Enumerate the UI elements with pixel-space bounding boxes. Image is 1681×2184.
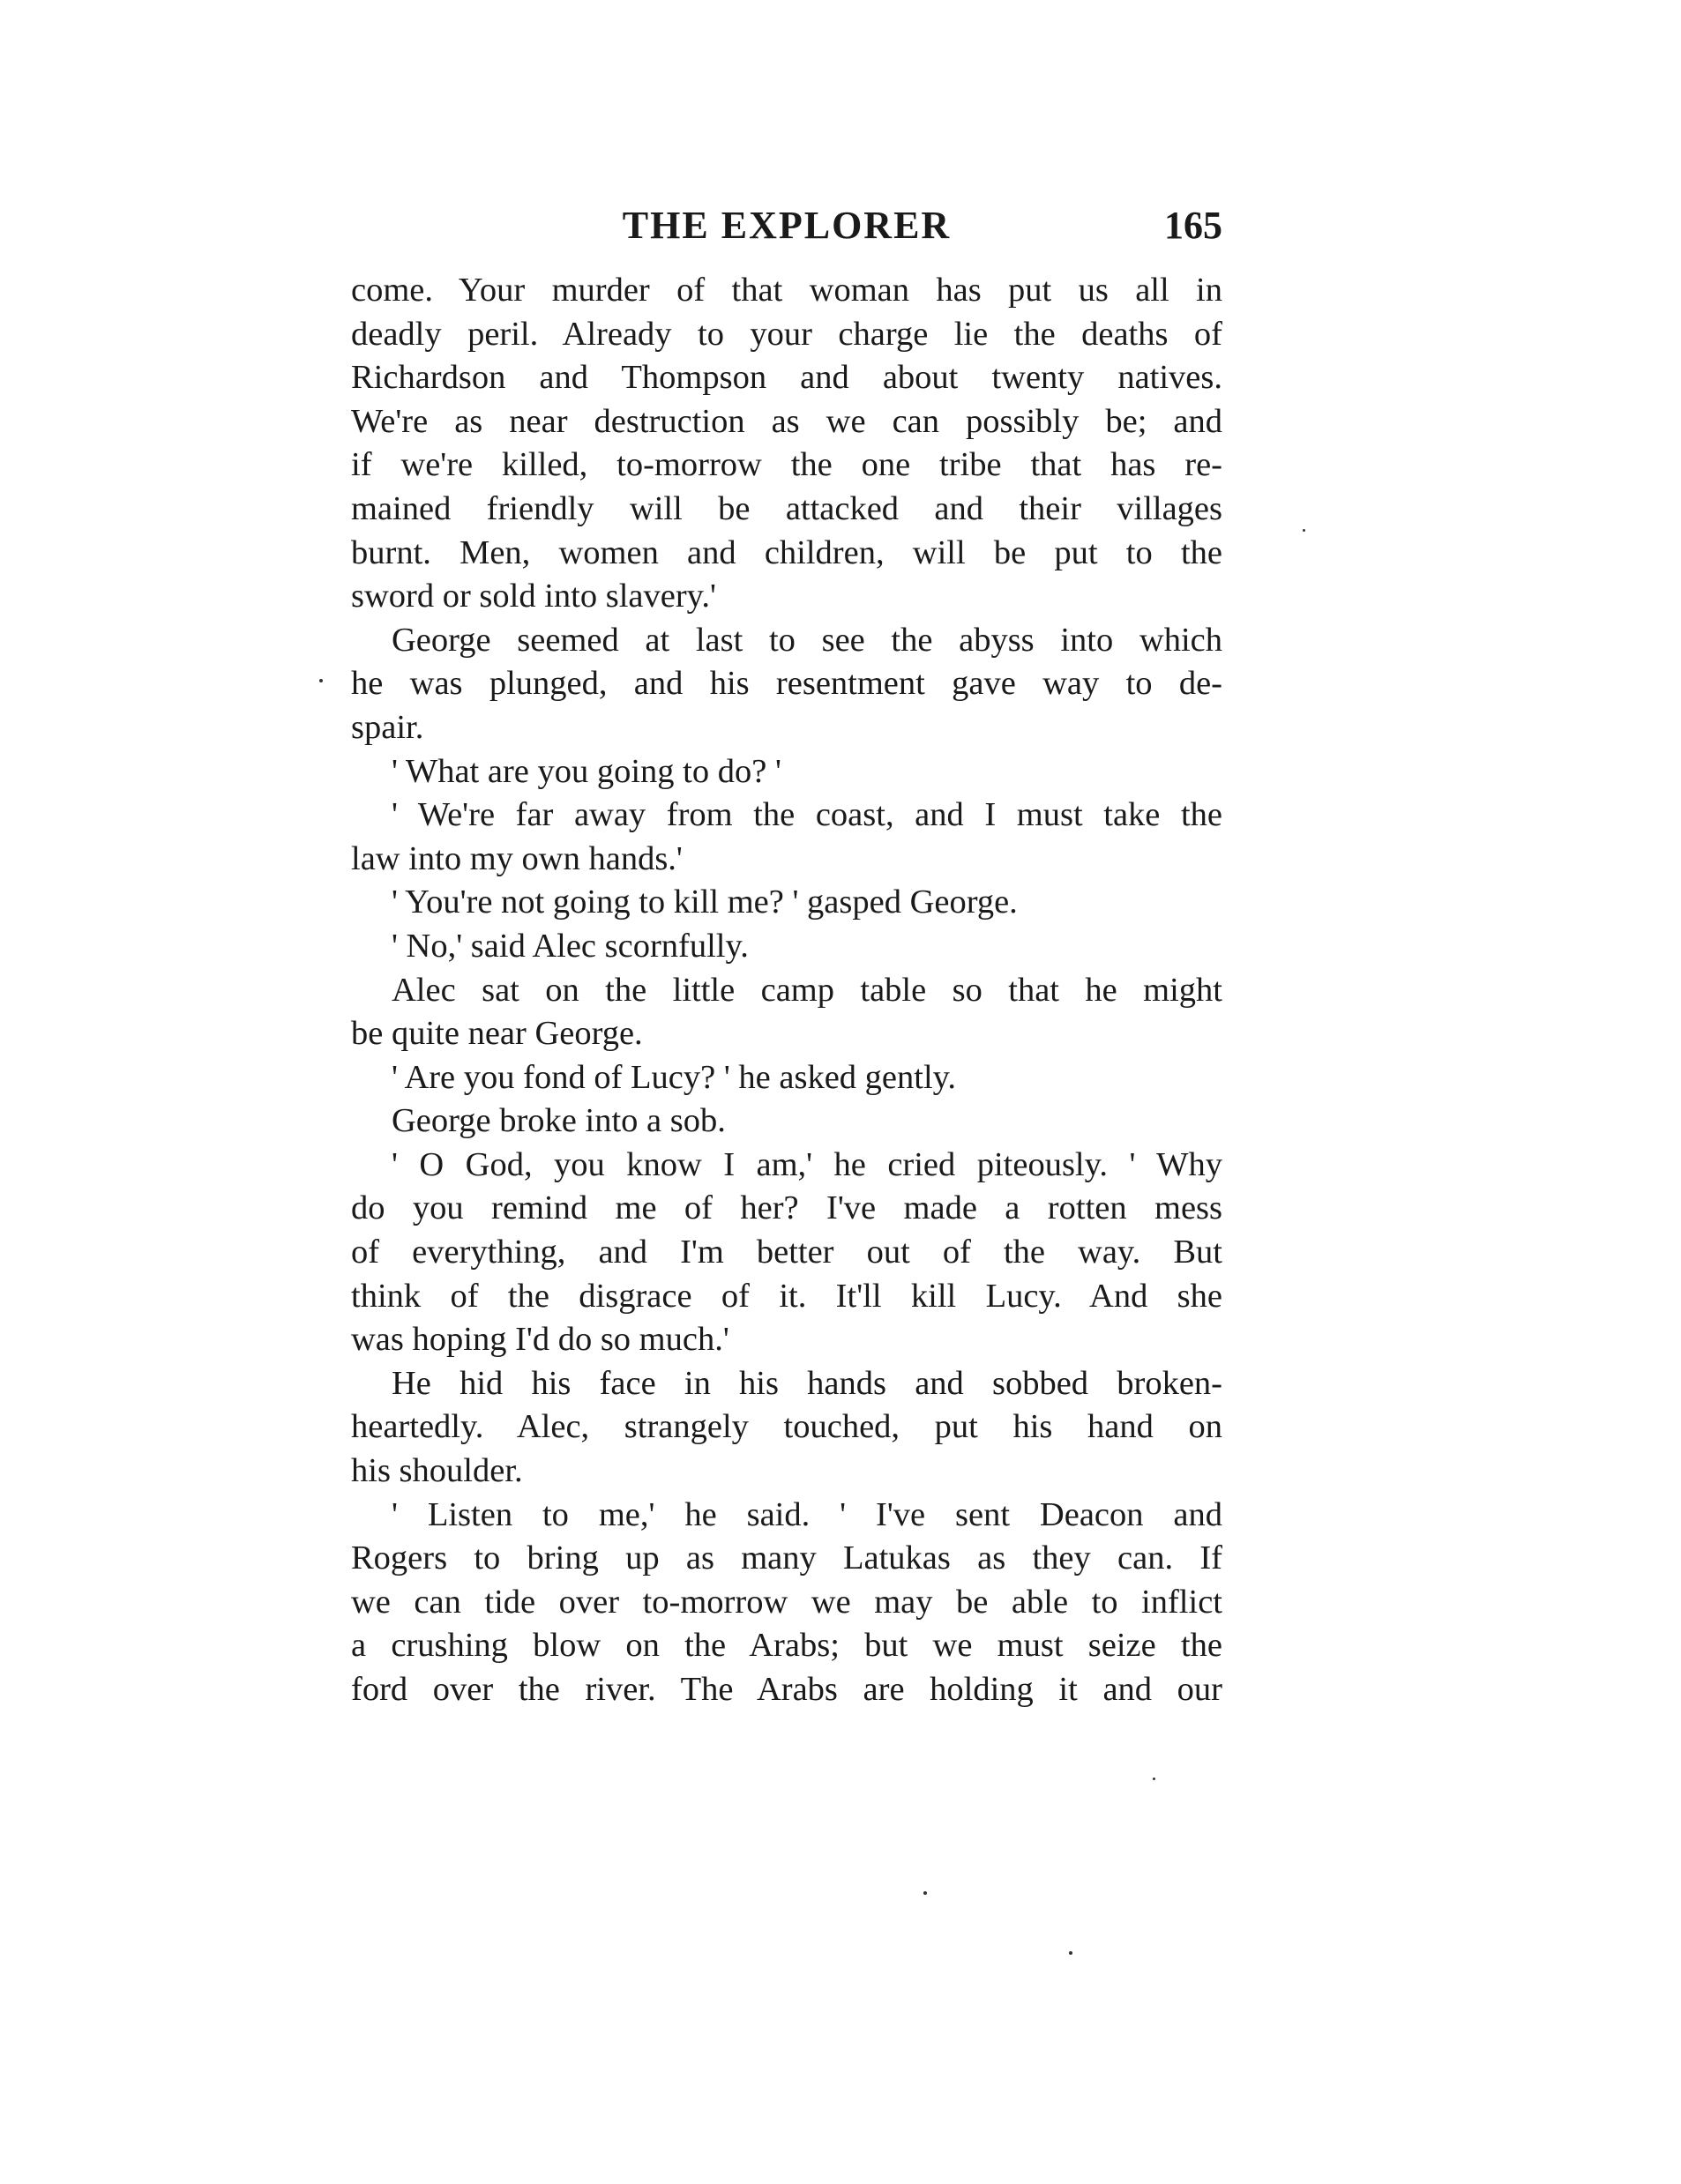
scan-speck	[923, 1891, 927, 1895]
text-line: ' What are you going to do? '	[392, 752, 781, 790]
text-line: ' O God, you know I am,' he cried piteously. ' Why	[392, 1145, 1222, 1183]
text-line: He hid his face in his hands and sobbed broken-	[392, 1364, 1222, 1402]
text-line: Alec sat on the little camp table so that he might	[392, 971, 1222, 1009]
scan-speck	[1153, 1778, 1155, 1780]
text-line: ford over the river. The Arabs are holding it and our	[351, 1671, 1222, 1708]
text-line: heartedly. Alec, strangely touched, put his hand on	[351, 1408, 1222, 1446]
text-line: a crushing blow on the Arabs; but we must seize the	[351, 1627, 1222, 1665]
page-header	[351, 196, 1222, 259]
scan-speck	[1303, 529, 1305, 532]
text-line: burnt. Men, women and children, will be put to the	[351, 533, 1222, 571]
scan-speck	[319, 679, 323, 682]
text-line: of everything, and I'm better out of the way. But	[351, 1234, 1222, 1271]
text-line: George broke into a sob.	[392, 1102, 726, 1140]
text-line: we can tide over to-morrow we may be able to inflict	[351, 1583, 1222, 1621]
text-line: sword or sold into slavery.'	[351, 578, 716, 615]
text-line: Richardson and Thompson and about twenty natives.	[351, 359, 1222, 397]
text-line: George seemed at last to see the abyss into which	[392, 621, 1222, 659]
text-line: be quite near George.	[351, 1015, 643, 1053]
text-line: he was plunged, and his resentment gave way to de-	[351, 665, 1222, 703]
text-line: ' You're not going to kill me? ' gasped George.	[392, 883, 1018, 921]
text-line: deadly peril. Already to your charge lie the deaths of	[351, 315, 1222, 353]
text-line: Rogers to bring up as many Latukas as they can. If	[351, 1539, 1222, 1577]
text-line: think of the disgrace of it. It'll kill Lucy. And she	[351, 1277, 1222, 1315]
text-line: We're as near destruction as we can possibly be; and	[351, 402, 1222, 440]
text-line: if we're killed, to-morrow the one tribe that has re-	[351, 446, 1222, 484]
text-line: do you remind me of her? I've made a rotten mess	[351, 1189, 1222, 1227]
text-line: his shoulder.	[351, 1452, 523, 1490]
text-line: ' We're far away from the coast, and I must take the	[392, 796, 1222, 834]
scan-speck	[1069, 1951, 1072, 1955]
text-line: spair.	[351, 708, 424, 746]
text-line: ' Listen to me,' he said. ' I've sent Deacon and	[392, 1495, 1222, 1533]
text-line: ' No,' said Alec scornfully.	[392, 927, 749, 965]
text-line: ' Are you fond of Lucy? ' he asked gently.	[392, 1058, 957, 1096]
running-title: THE EXPLORER	[622, 204, 952, 247]
text-line: law into my own hands.'	[351, 839, 683, 877]
page-number: 165	[1164, 204, 1222, 247]
body-text	[351, 269, 1222, 1712]
text-line: was hoping I'd do so much.'	[351, 1321, 729, 1359]
text-line: come. Your murder of that woman has put us all in	[351, 272, 1222, 309]
text-line: mained friendly will be attacked and their villages	[351, 489, 1222, 527]
